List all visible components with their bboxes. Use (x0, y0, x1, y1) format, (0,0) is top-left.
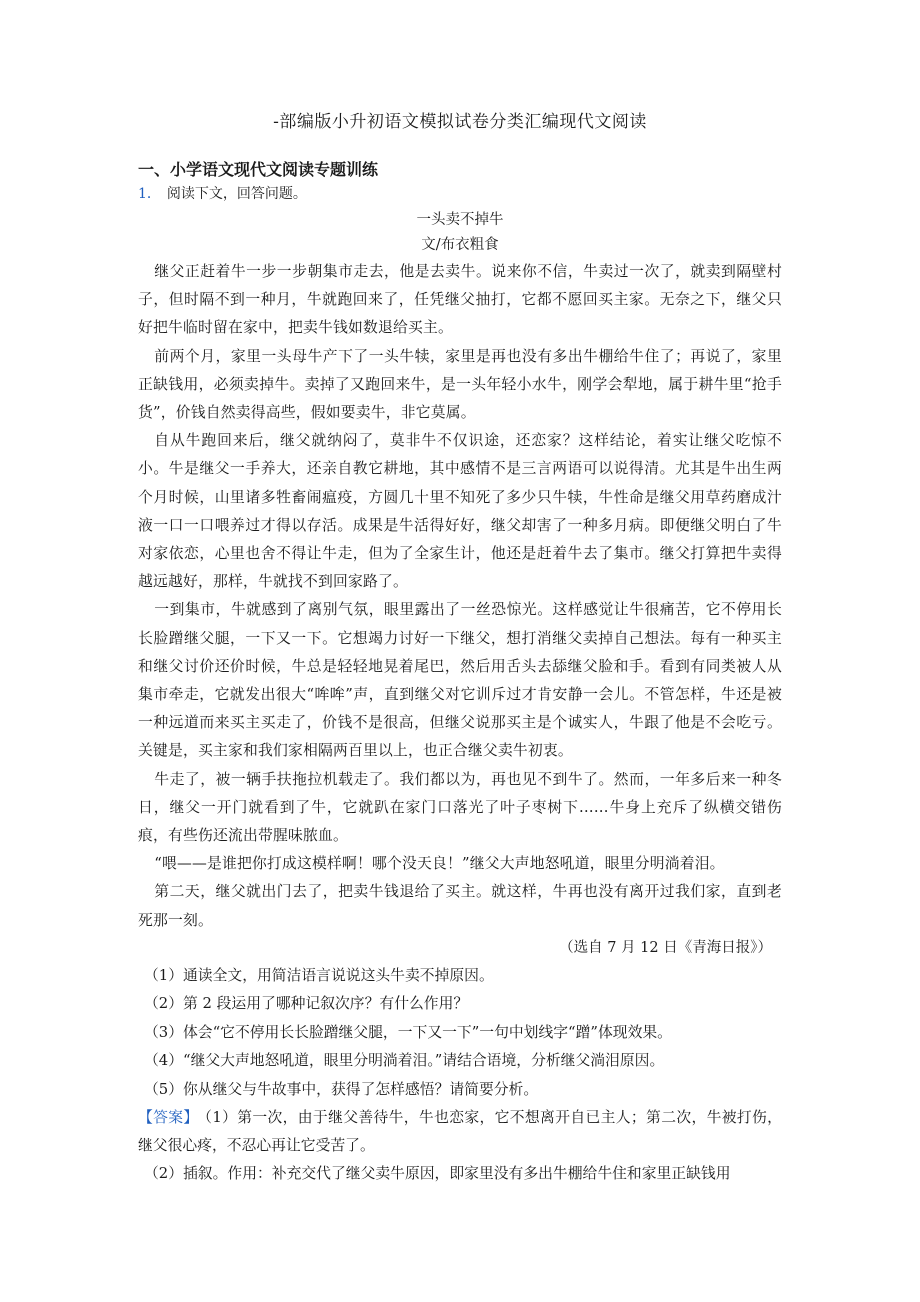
question-number: 1． (138, 186, 161, 202)
question-prompt: 阅读下文，回答问题。 (166, 186, 307, 202)
paragraph: 第二天，继父就出门去了，把卖牛钱退给了买主。就这样，牛再也没有离开过我们家，直到老死那一刻。 (138, 883, 782, 929)
article-source: （选自 7 月 12 日《青海日报》） (559, 939, 772, 956)
sub-question: （1）通读全文，用简洁语言说说这头牛卖不掉原因。 (144, 966, 494, 984)
question-line (138, 182, 782, 206)
answer-1-text: （1）第一次，由于继父善待牛，牛也恋家，它不想离开自已主人；第二次，牛被打伤，继父很心疼，不忍心再让它受苦了。 (138, 1108, 782, 1155)
document-page (138, 108, 782, 1189)
section-heading: 一、小学语文现代文阅读专题训练 (138, 160, 379, 179)
answer-block (138, 1104, 782, 1160)
paragraph: “喂——是谁把你打成这模样啊！哪个没天良！”继父大声地怒吼道，眼里分明淌着泪。 (154, 855, 725, 873)
article-author: 文/布衣粗食 (421, 237, 499, 253)
paragraph: 牛走了，被一辆手扶拖拉机载走了。我们都以为，再也见不到牛了。然而，一年多后来一种冬日，继父一开门就看到了牛，它就趴在家门口落光了叶子枣树下……牛身上充斥了纵横交错伤痕，有些伤还流出带腥味脓血。 (138, 770, 782, 845)
answer-label: 【答案】 (138, 1108, 199, 1126)
sub-question: （5）你从继父与牛故事中，获得了怎样感悟？请简要分析。 (144, 1080, 539, 1098)
paragraph: 一到集市，牛就感到了离别气氛，眼里露出了一丝恐惊光。这样感觉让牛很痛苦，它不停用长长脸蹭继父腿，一下又一下。它想竭力讨好一下继父，想打消继父卖掉自己想法。每有一种买主和继父讨价还价时候，牛总是轻轻地晃着尾巴，然后用舌头去舔继父脸和手。看到有同类被人从集市牵走，它就发出很大“哞哞”声，直到继父对它训斥过才肯安静一会儿。不管怎样，牛还是被一种远道而来买主买走了，价钱不是很高，但继父说那买主是个诚实人，牛跟了他是不会吃亏。关键是，买主家和我们家相隔两百里以上，也正合继父卖牛初衷。 (138, 601, 782, 760)
paragraph: 自从牛跑回来后，继父就纳闷了，莫非牛不仅识途，还恋家？这样结论，着实让继父吃惊不小。牛是继父一手养大，还亲自教它耕地，其中感情不是三言两语可以说得清。尤其是牛出生两个月时候，山里诸多牲畜闹瘟疫，方圆几十里不知死了多少只牛犊，牛性命是继父用草药磨成汁液一口一口喂养过才得以存活。成果是牛活得好好，继父却害了一种多月病。即便继父明白了牛对家依恋，心里也舍不得让牛走，但为了全家生计，他还是赶着牛去了集市。继父打算把牛卖得越远越好，那样，牛就找不到回家路了。 (138, 432, 782, 591)
sub-question: （3）体会“它不停用长长脸蹭继父腿，一下又一下”一句中划线字“蹭”体现效果。 (144, 1023, 672, 1041)
document-title: -部编版小升初语文模拟试卷分类汇编现代文阅读 (273, 112, 647, 132)
sub-question: （4）“继父大声地怒吼道，眼里分明淌着泪。”请结合语境，分析继父淌泪原因。 (144, 1052, 665, 1070)
paragraph: 继父正赶着牛一步一步朝集市走去，他是去卖牛。说来你不信，牛卖过一次了，就卖到隔壁村子，但时隔不到一种月，牛就跑回来了，任凭继父抽打，它都不愿回买主家。无奈之下，继父只好把牛临时留在家中，把卖牛钱如数退给买主。 (138, 263, 782, 337)
paragraph: 前两个月，家里一头母牛产下了一头牛犊，家里是再也没有多出牛棚给牛住了；再说了，家里正缺钱用，必须卖掉牛。卖掉了又跑回来牛，是一头年轻小水牛，刚学会犁地，属于耕牛里“抢手货”，价钱自然卖得高些，假如要卖牛，非它莫属。 (138, 347, 782, 422)
sub-question: （2）第 2 段运用了哪种记叙次序？有什么作用？ (144, 995, 469, 1013)
article-title: 一头卖不掉牛 (416, 212, 504, 228)
answer-2-text: （2）插叙。作用：补充交代了继父卖牛原因，即家里没有多出牛棚给牛住和家里正缺钱用 (144, 1165, 731, 1183)
